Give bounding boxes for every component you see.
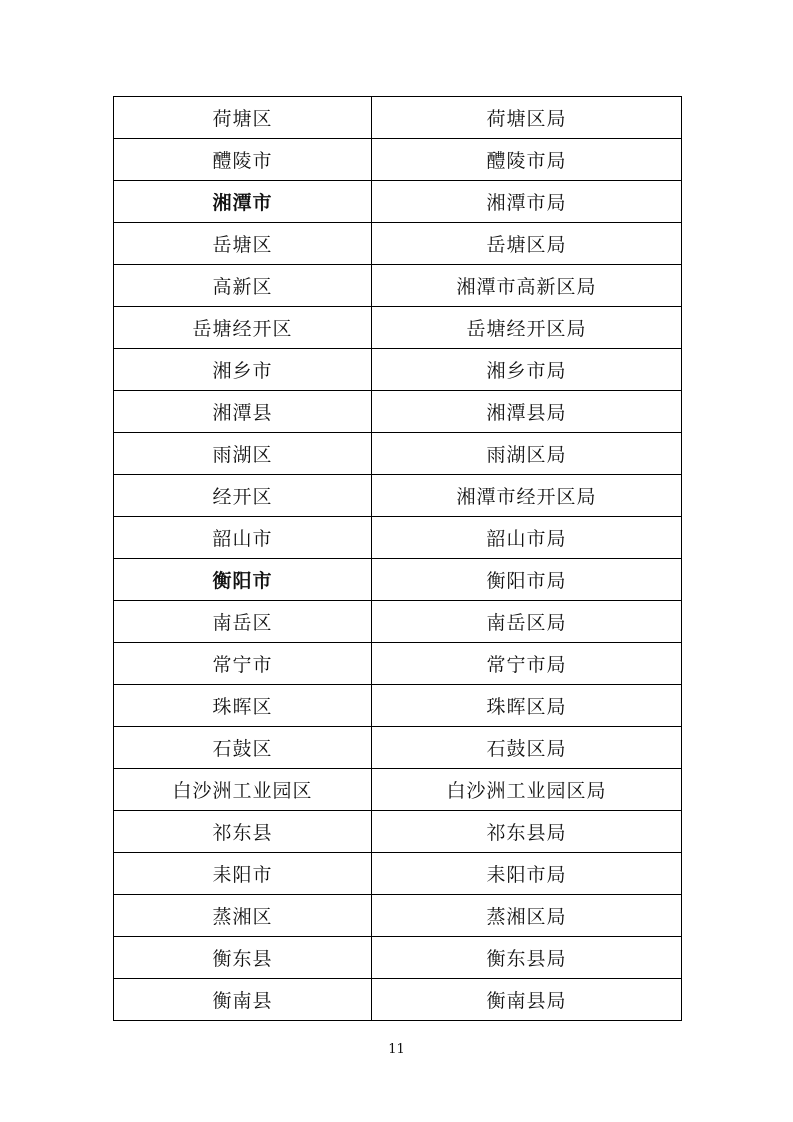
area-name-cell: 白沙洲工业园区 [114, 769, 372, 811]
table-row [114, 97, 682, 139]
office-name-cell: 石鼓区局 [372, 727, 682, 769]
table-row [114, 853, 682, 895]
office-name-cell: 珠晖区局 [372, 685, 682, 727]
area-name-cell: 高新区 [114, 265, 372, 307]
office-name-cell: 衡东县局 [372, 937, 682, 979]
table-row [114, 811, 682, 853]
table-row [114, 307, 682, 349]
table-row [114, 895, 682, 937]
table-row [114, 265, 682, 307]
table-row [114, 685, 682, 727]
page-number: 11 [388, 1042, 405, 1057]
area-name-cell: 祁东县 [114, 811, 372, 853]
area-name-cell: 醴陵市 [114, 139, 372, 181]
table-row [114, 433, 682, 475]
area-name-cell: 韶山市 [114, 517, 372, 559]
office-name-cell: 湘潭市经开区局 [372, 475, 682, 517]
region-office-table [113, 96, 682, 1021]
office-name-cell: 湘潭市高新区局 [372, 265, 682, 307]
area-name-cell: 岳塘经开区 [114, 307, 372, 349]
office-name-cell: 湘潭县局 [372, 391, 682, 433]
office-name-cell: 蒸湘区局 [372, 895, 682, 937]
area-name-cell: 常宁市 [114, 643, 372, 685]
table-row [114, 139, 682, 181]
table-row [114, 643, 682, 685]
table-row [114, 769, 682, 811]
office-name-cell: 岳塘区局 [372, 223, 682, 265]
office-name-cell: 耒阳市局 [372, 853, 682, 895]
office-name-cell: 雨湖区局 [372, 433, 682, 475]
office-name-cell: 衡南县局 [372, 979, 682, 1021]
table-row [114, 391, 682, 433]
office-name-cell: 祁东县局 [372, 811, 682, 853]
table-body [114, 97, 682, 1021]
area-name-cell: 经开区 [114, 475, 372, 517]
table-row [114, 517, 682, 559]
area-name-cell: 南岳区 [114, 601, 372, 643]
office-name-cell: 醴陵市局 [372, 139, 682, 181]
area-name-cell: 湘乡市 [114, 349, 372, 391]
office-name-cell: 衡阳市局 [372, 559, 682, 601]
office-name-cell: 荷塘区局 [372, 97, 682, 139]
table-row [114, 979, 682, 1021]
area-name-cell: 珠晖区 [114, 685, 372, 727]
office-name-cell: 湘乡市局 [372, 349, 682, 391]
area-name-cell: 衡阳市 [114, 559, 372, 601]
area-name-cell: 衡东县 [114, 937, 372, 979]
table-row [114, 601, 682, 643]
table-row [114, 349, 682, 391]
office-name-cell: 岳塘经开区局 [372, 307, 682, 349]
office-name-cell: 韶山市局 [372, 517, 682, 559]
area-name-cell: 湘潭县 [114, 391, 372, 433]
office-name-cell: 常宁市局 [372, 643, 682, 685]
office-name-cell: 南岳区局 [372, 601, 682, 643]
table-row [114, 937, 682, 979]
area-name-cell: 雨湖区 [114, 433, 372, 475]
table-row [114, 223, 682, 265]
table-row [114, 727, 682, 769]
area-name-cell: 蒸湘区 [114, 895, 372, 937]
office-name-cell: 白沙洲工业园区局 [372, 769, 682, 811]
area-name-cell: 湘潭市 [114, 181, 372, 223]
area-name-cell: 荷塘区 [114, 97, 372, 139]
table-row [114, 559, 682, 601]
table-row [114, 181, 682, 223]
area-name-cell: 衡南县 [114, 979, 372, 1021]
area-name-cell: 石鼓区 [114, 727, 372, 769]
office-name-cell: 湘潭市局 [372, 181, 682, 223]
table-row [114, 475, 682, 517]
area-name-cell: 耒阳市 [114, 853, 372, 895]
area-name-cell: 岳塘区 [114, 223, 372, 265]
